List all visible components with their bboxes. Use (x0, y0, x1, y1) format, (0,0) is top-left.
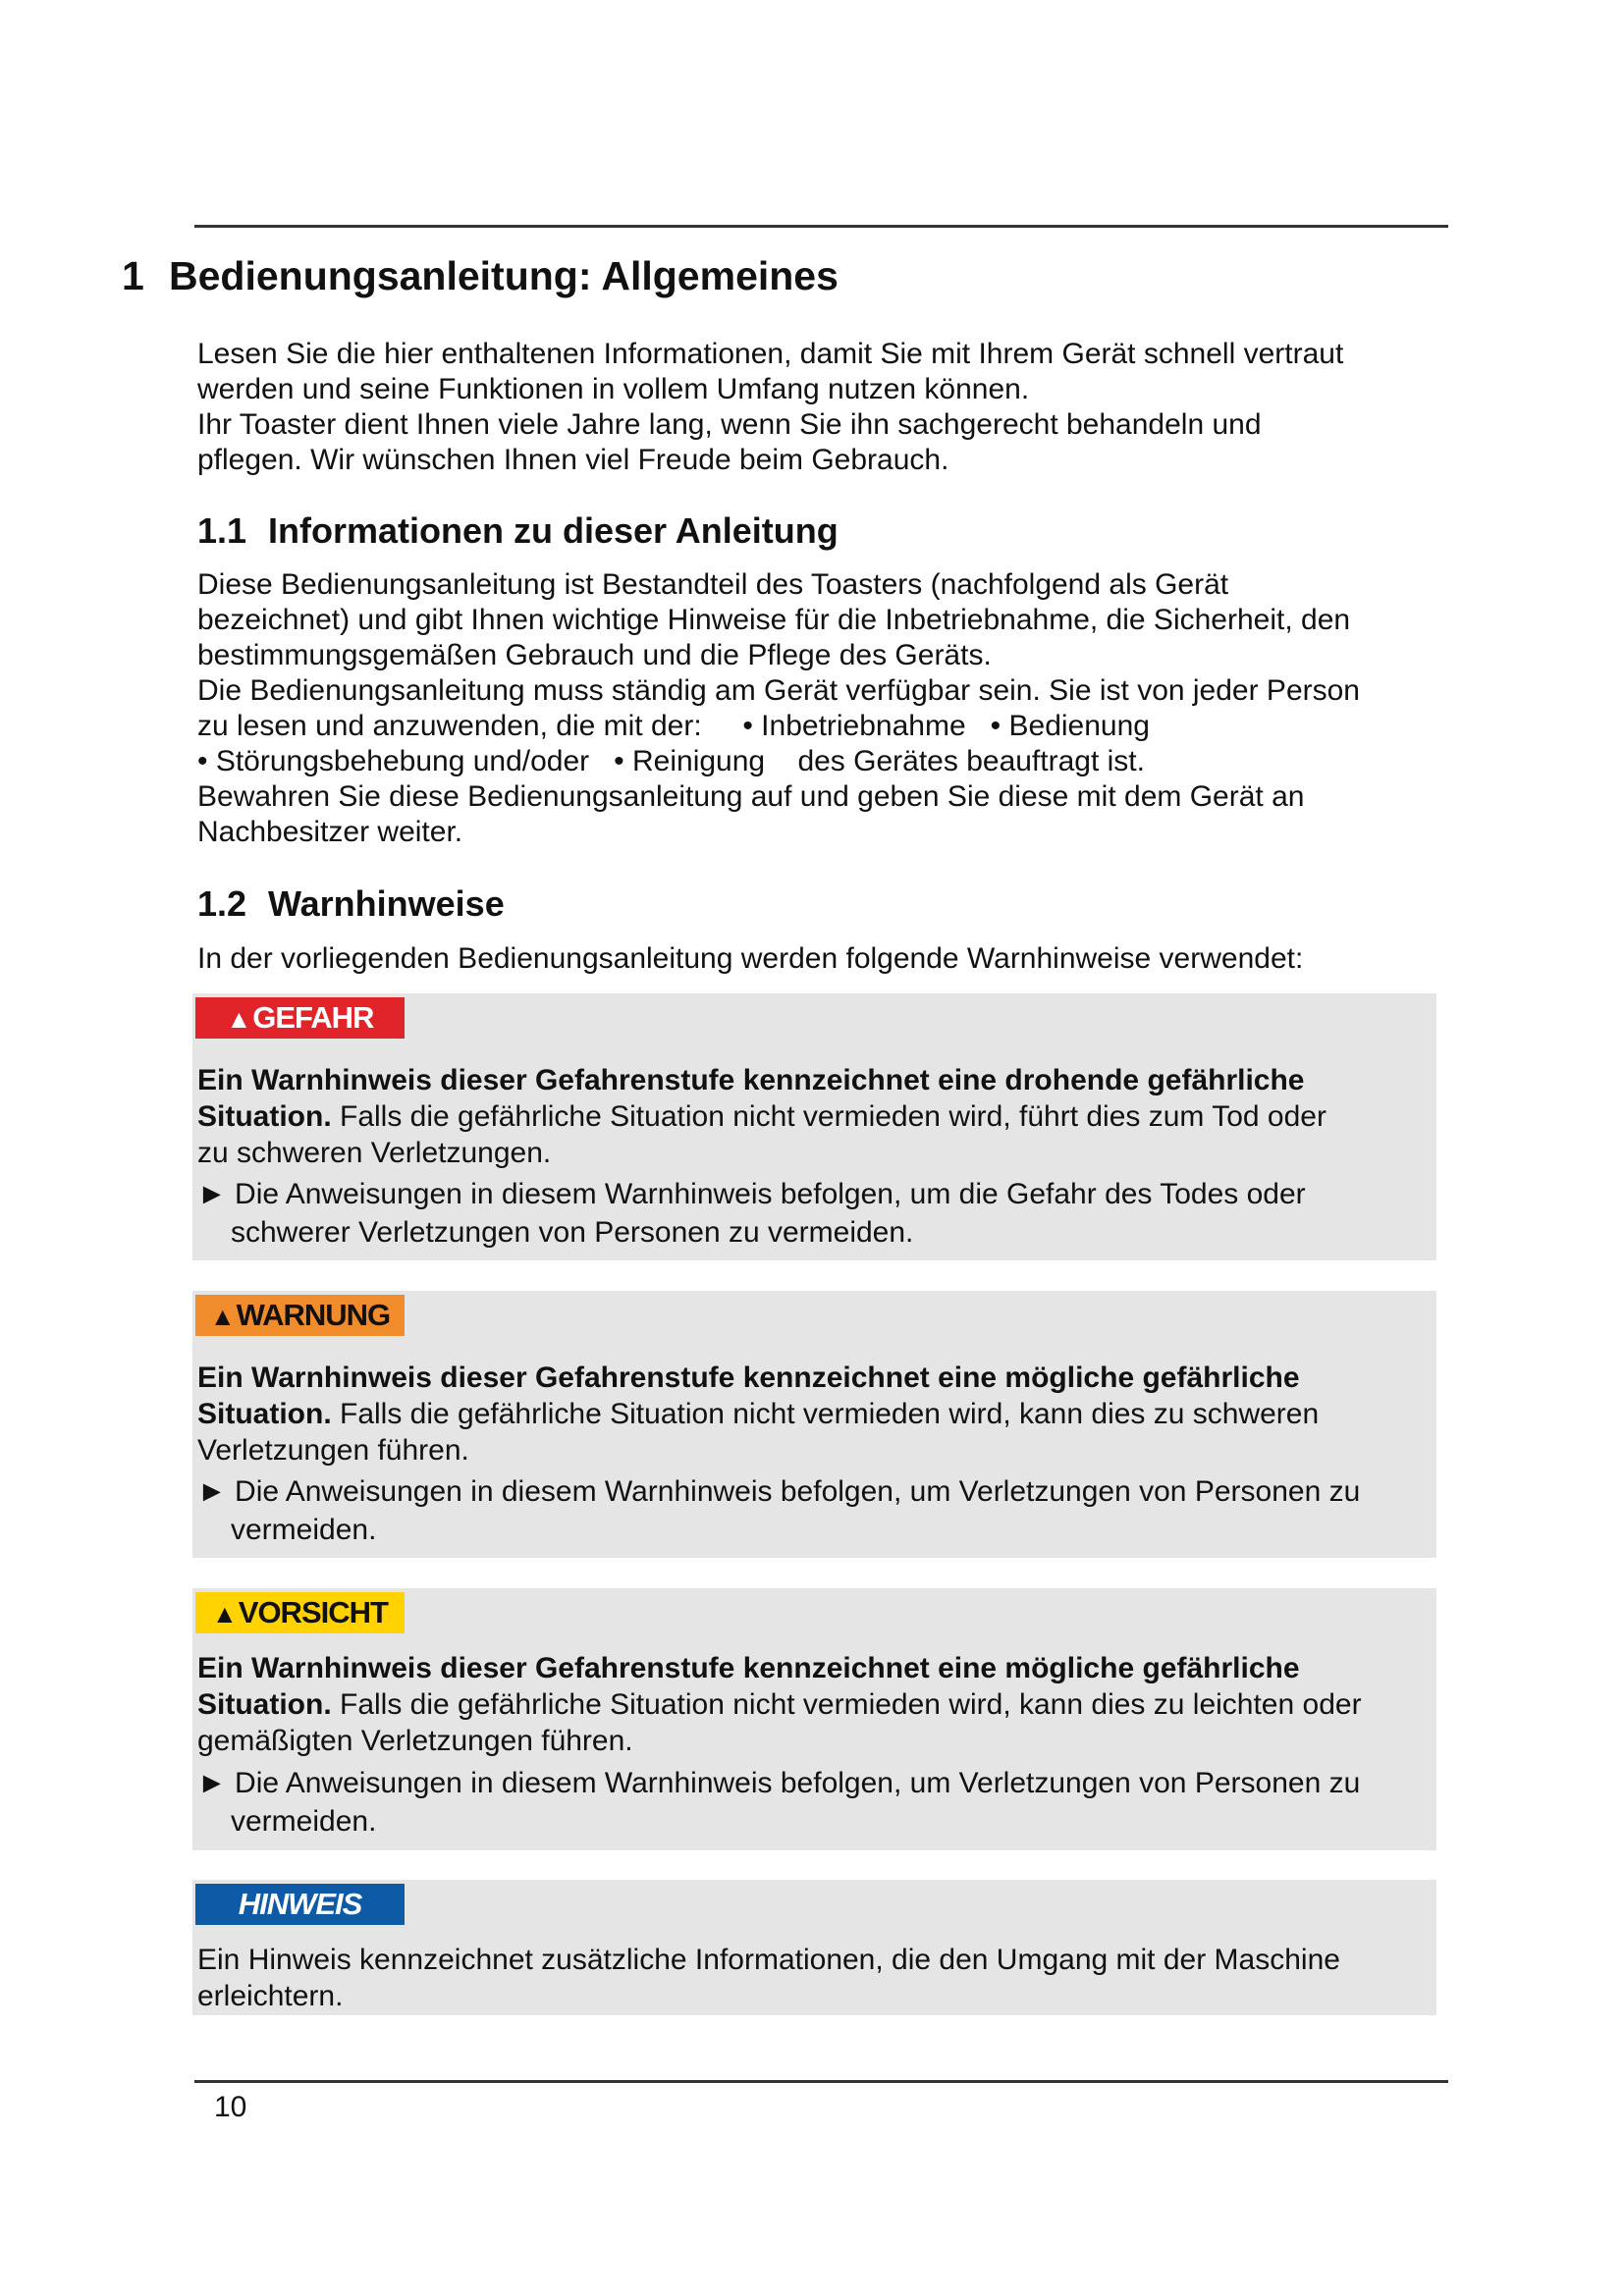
paragraph-line: zu lesen und anzuwenden, die mit der: • Inbetriebnahme • Bedienung (197, 710, 1150, 742)
badge-label: GEFAHR (252, 1000, 374, 1035)
warning-description (197, 1650, 1436, 1759)
description-line: zu schweren Verletzungen. (197, 1137, 552, 1169)
warning-description (197, 1062, 1436, 1171)
paragraph-line: Nachbesitzer weiter. (197, 816, 463, 848)
description-line (197, 1396, 1436, 1432)
notice-box (192, 1880, 1436, 2015)
description-line: Ein Warnhinweis dieser Gefahrenstufe kennzeichnet eine mögliche gefährliche (197, 1652, 1300, 1684)
warning-triangle-icon: ▲ (209, 1302, 235, 1331)
paragraph-line: bestimmungsgemäßen Gebrauch und die Pflege des Geräts. (197, 639, 992, 671)
section-1-2-intro (197, 941, 1464, 977)
intro-line: Lesen Sie die hier enthaltenen Informationen, damit Sie mit Ihrem Gerät schnell vertraut (197, 338, 1344, 370)
instruction-line: schwerer Verletzungen von Personen zu vermeiden. (231, 1216, 914, 1249)
section-1-2-heading (197, 883, 505, 925)
warning-instruction (197, 1764, 1436, 1841)
description-text: Falls die gefährliche Situation nicht vermieden wird, kann dies zu leichten oder (331, 1688, 1362, 1721)
warning-description (197, 1360, 1436, 1468)
section-number: 1.2 (197, 883, 247, 924)
intro-line: Ihr Toaster dient Ihnen viele Jahre lang, wenn Sie ihn sachgerecht behandeln und (197, 408, 1262, 441)
chapter-heading (122, 253, 839, 299)
description-text: Falls die gefährliche Situation nicht vermieden wird, führt dies zum Tod oder (331, 1100, 1326, 1133)
header-rule (194, 225, 1448, 228)
description-line: gemäßigten Verletzungen führen. (197, 1725, 633, 1757)
paragraph-line: Diese Bedienungsanleitung ist Bestandteil des Toasters (nachfolgend als Gerät (197, 568, 1229, 601)
bold-lead: Situation. (197, 1688, 332, 1721)
description-line: erleichtern. (197, 1980, 344, 2012)
notice-description (197, 1942, 1436, 2014)
instruction-line: vermeiden. (231, 1805, 377, 1838)
section-1-1-heading (197, 510, 839, 552)
section-number: 1.1 (197, 510, 247, 551)
description-line: Ein Warnhinweis dieser Gefahrenstufe kennzeichnet eine drohende gefährliche (197, 1064, 1305, 1096)
section-title: Warnhinweise (268, 883, 505, 924)
warning-triangle-icon: ▲ (226, 1004, 251, 1034)
caution-badge (195, 1592, 405, 1633)
bold-lead: Situation. (197, 1100, 332, 1133)
page-number: 10 (214, 2091, 247, 2123)
bold-lead: Situation. (197, 1398, 332, 1430)
intro-paragraph (197, 337, 1464, 478)
section-1-1-paragraph (197, 567, 1464, 850)
section-title: Informationen zu dieser Anleitung (268, 510, 839, 551)
description-line (197, 1098, 1436, 1135)
description-line: Ein Warnhinweis dieser Gefahrenstufe kennzeichnet eine mögliche gefährliche (197, 1362, 1300, 1394)
warning-box (192, 1291, 1436, 1558)
warning-badge (195, 1295, 405, 1336)
warning-triangle-icon: ▲ (212, 1599, 237, 1629)
description-line (197, 1686, 1436, 1723)
chapter-number: 1 (122, 253, 144, 298)
badge-label: VORSICHT (238, 1595, 388, 1629)
instruction-line: ► Die Anweisungen in diesem Warnhinweis befolgen, um Verletzungen von Personen zu (197, 1767, 1361, 1799)
caution-box (192, 1588, 1436, 1850)
footer-rule (194, 2080, 1448, 2083)
description-text: Falls die gefährliche Situation nicht vermieden wird, kann dies zu schweren (331, 1398, 1320, 1430)
instruction-line: vermeiden. (231, 1514, 377, 1546)
instruction-line: ► Die Anweisungen in diesem Warnhinweis befolgen, um die Gefahr des Todes oder (197, 1178, 1306, 1210)
warning-instruction (197, 1472, 1436, 1549)
paragraph-line: Die Bedienungsanleitung muss ständig am Gerät verfügbar sein. Sie ist von jeder Person (197, 674, 1360, 707)
danger-box (192, 993, 1436, 1260)
description-line: Ein Hinweis kennzeichnet zusätzliche Informationen, die den Umgang mit der Maschine (197, 1944, 1340, 1976)
danger-badge (195, 997, 405, 1039)
chapter-title: Bedienungsanleitung: Allgemeines (169, 253, 839, 298)
intro-line: werden und seine Funktionen in vollem Umfang nutzen können. (197, 373, 1030, 405)
paragraph-line: bezeichnet) und gibt Ihnen wichtige Hinweise für die Inbetriebnahme, die Sicherheit, den (197, 604, 1351, 636)
paragraph-line: In der vorliegenden Bedienungsanleitung werden folgende Warnhinweise verwendet: (197, 942, 1304, 975)
intro-line: pflegen. Wir wünschen Ihnen viel Freude beim Gebrauch. (197, 444, 949, 476)
badge-label: WARNUNG (236, 1298, 391, 1332)
warning-instruction (197, 1175, 1436, 1252)
paragraph-line: • Störungsbehebung und/oder • Reinigung des Gerätes beauftragt ist. (197, 745, 1145, 777)
instruction-line: ► Die Anweisungen in diesem Warnhinweis befolgen, um Verletzungen von Personen zu (197, 1475, 1361, 1508)
badge-label: HINWEIS (238, 1887, 362, 1921)
description-line: Verletzungen führen. (197, 1434, 469, 1467)
paragraph-line: Bewahren Sie diese Bedienungsanleitung auf und geben Sie diese mit dem Gerät an (197, 780, 1305, 813)
notice-badge (195, 1884, 405, 1925)
